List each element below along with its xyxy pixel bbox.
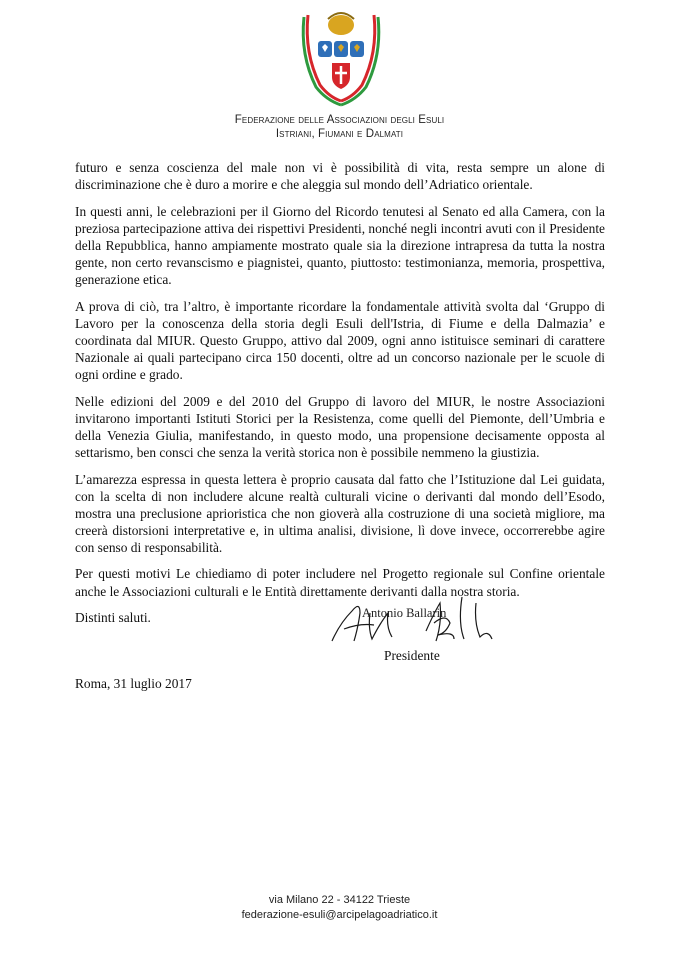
letter-paragraph: Per questi motivi Le chiediamo di poter includere nel Progetto regionale sul Confine orientale anche le Associazioni culturali e le Entità direttamente derivanti dalla nostra storia. <box>75 566 605 599</box>
signatory-role: Presidente <box>384 648 440 663</box>
letter-date: Roma, 31 luglio 2017 <box>75 676 192 691</box>
signatory-name: Antonio Ballarin <box>362 606 447 620</box>
organization-name-line-2: Istriani, Fiumani e Dalmati <box>275 128 404 140</box>
letter-paragraph: In questi anni, le celebrazioni per il Giorno del Ricordo tenutesi al Senato ed alla Camera, con la preziosa partecipazione attiva dei rispettivi Presidenti, nonché negli incontri avuti con il Presidente della Repubblica, hanno ampiamente mostrato quale sia la direzione intrapresa da tutta la nostra gente, non certo revanscismo e piagnistei, quanto, piuttosto: testimonianza, memoria, prospettiva, generazione etica. <box>75 203 605 288</box>
letter-body <box>75 159 605 636</box>
letter-paragraph: L’amarezza espressa in questa lettera è proprio causata dal fatto che l’Istituzione dal Lei guidata, con la scelta di non includere alcune realtà culturali vicine o derivanti dal mondo dell’Esodo, mostra una preclusione aprioristica che non gioverà alla costruzione di una società migliore, ma creerà distorsioni interpretative e, in ultima analisi, divisione, lì dove invece, occorrerebbe agire con senso di responsabilità. <box>75 471 605 555</box>
organization-name-line-1: Federazione delle Associazioni degli Esuli <box>234 114 445 126</box>
letter-paragraph: A prova di ciò, tra l’altro, è importante ricordare la fondamentale attività svolta dal ‘Gruppo di Lavoro per la conoscenza della storia degli Esuli dell'Istria, di Fiume e della Dalmazia’ e coordinata dal MIUR. Questo Gruppo, attivo dal 2009, ogni anno istituisce seminari di carattere Nazionale ai quali partecipano circa 150 docenti, oltre ad un concorso nazionale per le scuole di ogni ordine e grado. <box>75 298 605 383</box>
footer-email: federazione-esuli@arcipelagoadriatico.it <box>241 909 438 921</box>
letter-paragraph: futuro e senza coscienza del male non vi è possibilità di vita, resta sempre un alone di discriminazione che è duro a morire e che aleggia sul mondo dell’Adriatico orientale. <box>75 160 605 193</box>
federation-emblem-icon <box>296 5 386 113</box>
footer-address: via Milano 22 - 34122 Trieste <box>268 894 411 906</box>
letter-paragraph: Nelle edizioni del 2009 e del 2010 del Gruppo di lavoro del MIUR, le nostre Associazioni invitarono importanti Istituti Storici per la Resistenza, come quelli del Piemonte, dell’Umbria e della Venezia Giulia, manifestando, in questo modo, una propensione decisamente opposta al settarismo, ben consci che senza la verità storica non è possibile nemmeno la giustizia. <box>75 393 605 460</box>
closing-salutation: Distinti saluti. <box>75 610 151 626</box>
